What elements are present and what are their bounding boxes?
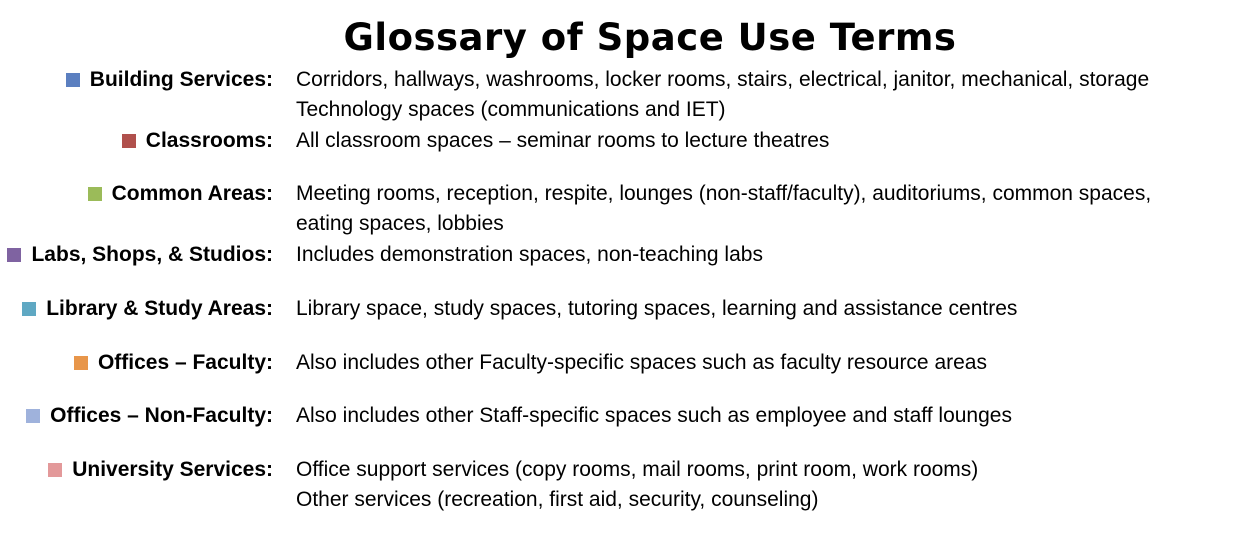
term-description (296, 455, 978, 515)
term-label-row (66, 65, 273, 95)
description-line: Includes demonstration spaces, non-teaching labs (296, 243, 763, 266)
term-label: Offices – Faculty: (97, 351, 273, 374)
description-line: Office support services (copy rooms, mail rooms, print room, work rooms) (296, 458, 979, 481)
description-line: Other services (recreation, first aid, security, counseling) (296, 488, 819, 511)
library-color-swatch (22, 302, 36, 316)
description-line: eating spaces, lobbies (296, 212, 504, 235)
description-line: All classroom spaces – seminar rooms to lecture theatres (296, 129, 830, 152)
common-areas-color-swatch (88, 187, 102, 201)
term-label: Labs, Shops, & Studios: (31, 243, 273, 266)
labs-color-swatch (7, 248, 21, 262)
term-label-row (74, 348, 273, 378)
description-line: Also includes other Staff-specific spaces such as employee and staff lounges (296, 404, 1012, 427)
university-services-color-swatch (48, 463, 62, 477)
term-label: Common Areas: (111, 182, 273, 205)
page-title: Glossary of Space Use Terms (343, 16, 957, 59)
classrooms-color-swatch (122, 134, 136, 148)
description-line: Also includes other Faculty-specific spaces such as faculty resource areas (296, 351, 987, 374)
term-label-row (22, 294, 273, 324)
term-description (296, 179, 1151, 239)
term-description (296, 348, 987, 378)
offices-non-faculty-color-swatch (26, 409, 40, 423)
term-label-row (88, 179, 273, 209)
description-line: Technology spaces (communications and IET) (296, 98, 726, 121)
term-label: Building Services: (89, 68, 273, 91)
description-line: Library space, study spaces, tutoring spaces, learning and assistance centres (296, 297, 1018, 320)
term-label-row (122, 126, 273, 156)
term-label: Library & Study Areas: (46, 297, 273, 320)
term-label-row (48, 455, 273, 485)
description-line: Corridors, hallways, washrooms, locker rooms, stairs, electrical, janitor, mechanical, storage (296, 68, 1150, 91)
term-label: University Services: (72, 458, 273, 481)
term-label: Classrooms: (145, 129, 273, 152)
term-description (296, 126, 829, 156)
term-description (296, 65, 1149, 125)
term-label: Offices – Non-Faculty: (50, 404, 273, 427)
term-label-row (26, 401, 273, 431)
description-line: Meeting rooms, reception, respite, lounges (non-staff/faculty), auditoriums, common spaces, (296, 182, 1152, 205)
term-description (296, 240, 763, 270)
term-label-row (7, 240, 273, 270)
building-services-color-swatch (66, 73, 80, 87)
term-description (296, 401, 1012, 431)
offices-faculty-color-swatch (74, 356, 88, 370)
term-description (296, 294, 1017, 324)
